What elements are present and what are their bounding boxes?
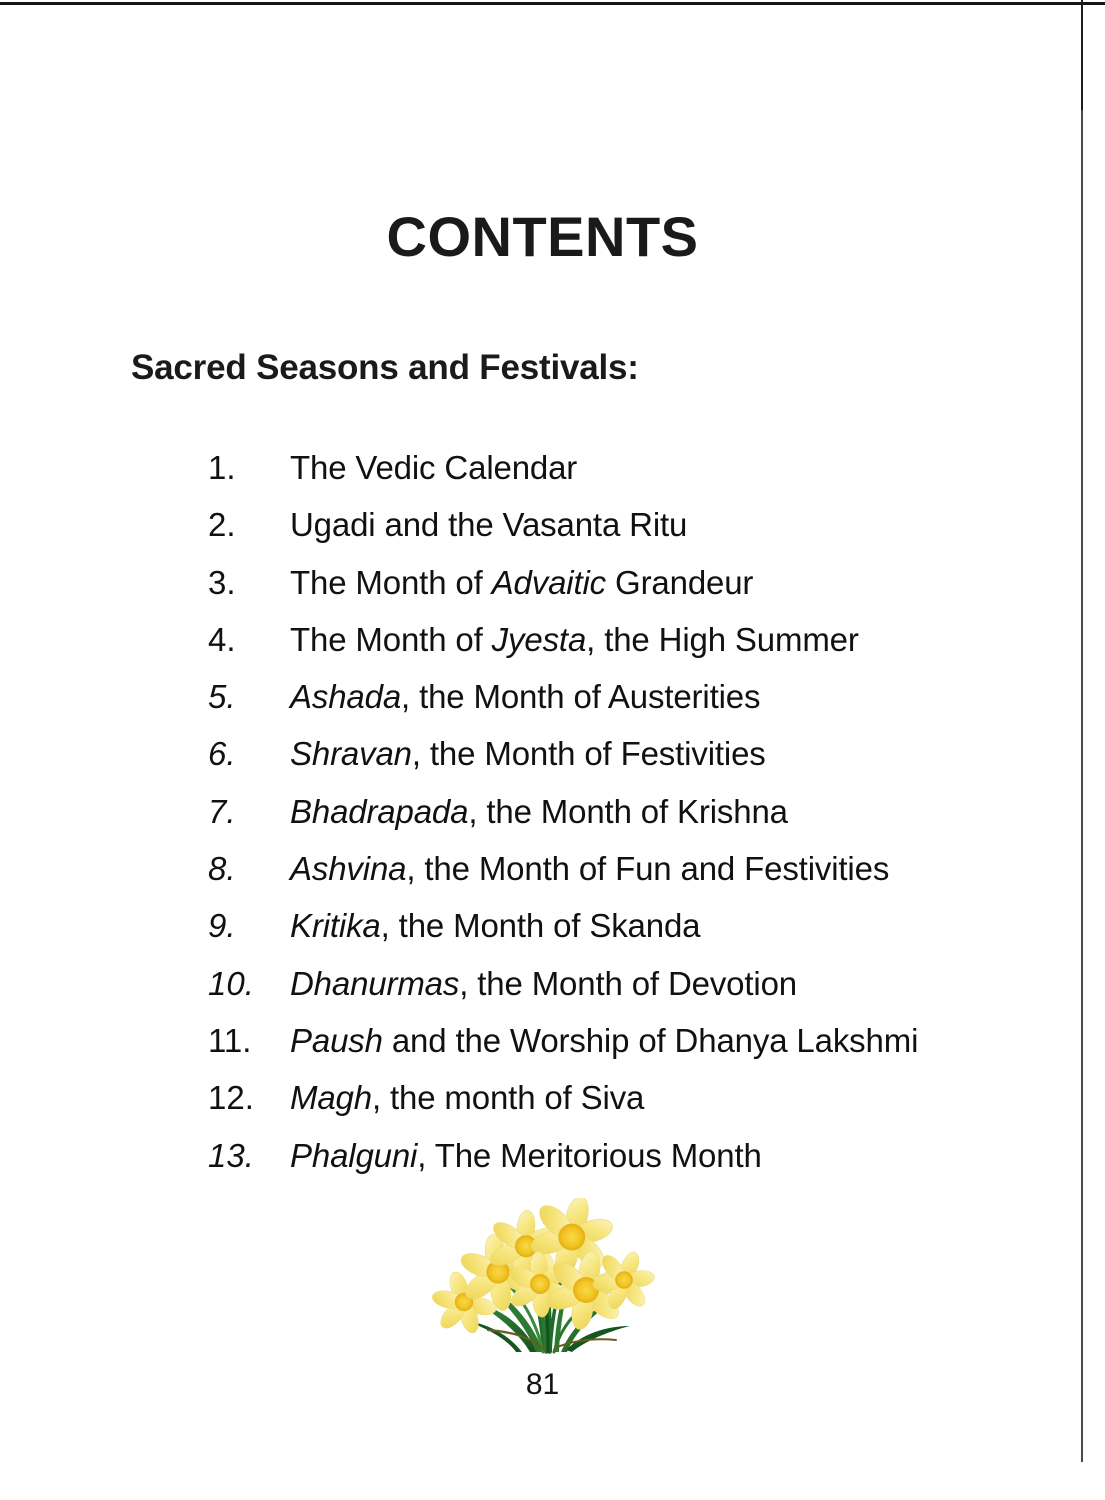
toc-entry-number: 12. (208, 1079, 254, 1117)
toc-title-part: Grandeur (606, 563, 754, 601)
toc-entry-number: 10. (208, 964, 254, 1002)
toc-title-italic-part: Kritika (290, 907, 381, 945)
toc-entry-number: 9. (208, 907, 236, 945)
toc-title-italic-part: Ashvina (290, 850, 407, 888)
toc-entry-title (290, 1079, 644, 1117)
toc-title-part: Ugadi and the Vasanta Ritu (290, 506, 688, 544)
page-right-edge-rule-dark (1081, 0, 1083, 110)
toc-entry-title (290, 907, 700, 945)
toc-entry-number: 2. (208, 506, 236, 544)
toc-title-part: , the Month of Austerities (401, 678, 761, 716)
toc-entry-title (290, 793, 788, 831)
toc-entry[interactable] (0, 621, 1085, 678)
toc-title-part: The Vedic Calendar (290, 449, 578, 486)
toc-entry[interactable] (0, 1079, 1085, 1136)
toc-title-part: The Month of (290, 563, 492, 601)
toc-entry-number: 1. (208, 449, 236, 486)
toc-entry-number: 11. (208, 1021, 252, 1059)
toc-entry[interactable] (0, 564, 1085, 621)
toc-title-italic-part: Shravan (290, 735, 412, 773)
toc-entry-title (290, 621, 859, 659)
toc-title-italic-part: Magh (290, 1079, 372, 1117)
toc-entry-title (290, 678, 760, 716)
toc-entry-title (290, 850, 889, 888)
toc-title-italic-part: Advaitic (491, 563, 607, 601)
toc-title-part: , the Month of Festivities (411, 735, 766, 773)
page-title: CONTENTS (386, 205, 699, 268)
toc-entry[interactable] (0, 449, 1085, 506)
toc-entry[interactable] (0, 1022, 1085, 1079)
toc-entry-number: 4. (208, 620, 236, 658)
toc-entry-title (290, 1137, 762, 1175)
toc-entry-number: 7. (208, 792, 236, 830)
toc-entry-title (290, 735, 766, 773)
toc-title-part: , the High Summer (586, 620, 859, 658)
toc-entry[interactable] (0, 1137, 1085, 1194)
toc-title-part: , the Month of Fun and Festivities (406, 850, 890, 888)
toc-entry[interactable] (0, 850, 1085, 907)
toc-title-italic-part: Dhanurmas (290, 964, 460, 1002)
toc-title-italic-part: Bhadrapada (290, 792, 469, 830)
toc-entry[interactable] (0, 678, 1085, 735)
page-top-rule (0, 2, 1105, 5)
section-heading: Sacred Seasons and Festivals: (131, 348, 639, 387)
toc-entry[interactable] (0, 965, 1085, 1022)
toc-entry[interactable] (0, 907, 1085, 964)
toc-entry-title (290, 965, 797, 1003)
daffodil-bouquet-ornament (426, 1198, 658, 1356)
toc-entry[interactable] (0, 506, 1085, 563)
toc-title-italic-part: Ashada (290, 678, 402, 716)
table-of-contents-list (0, 449, 1085, 1194)
toc-title-part: and the Worship of Dhanya Lakshmi (382, 1021, 919, 1059)
toc-title-part: , The Meritorious Month (417, 1136, 762, 1174)
toc-title-part: , the month of Siva (371, 1079, 645, 1117)
toc-entry-title (290, 564, 753, 602)
toc-entry-number: 13. (208, 1136, 254, 1174)
toc-entry[interactable] (0, 735, 1085, 792)
toc-entry-title (290, 449, 577, 487)
toc-title-italic-part: Phalguni (290, 1136, 418, 1174)
page-number: 81 (525, 1368, 560, 1401)
toc-title-part: , the Month of Krishna (468, 792, 788, 830)
toc-entry-number: 3. (208, 563, 236, 601)
toc-entry-number: 6. (208, 735, 236, 773)
toc-entry-number: 5. (208, 678, 236, 716)
toc-title-part: , the Month of Skanda (380, 907, 701, 945)
toc-entry-number: 8. (208, 850, 236, 888)
toc-title-italic-part: Jyesta (491, 620, 587, 658)
toc-title-italic-part: Paush (290, 1021, 383, 1059)
toc-entry-title (290, 1022, 918, 1060)
toc-entry-title (290, 506, 687, 544)
toc-title-part: The Month of (290, 620, 492, 658)
toc-entry[interactable] (0, 793, 1085, 850)
toc-title-part: , the Month of Devotion (459, 964, 797, 1002)
